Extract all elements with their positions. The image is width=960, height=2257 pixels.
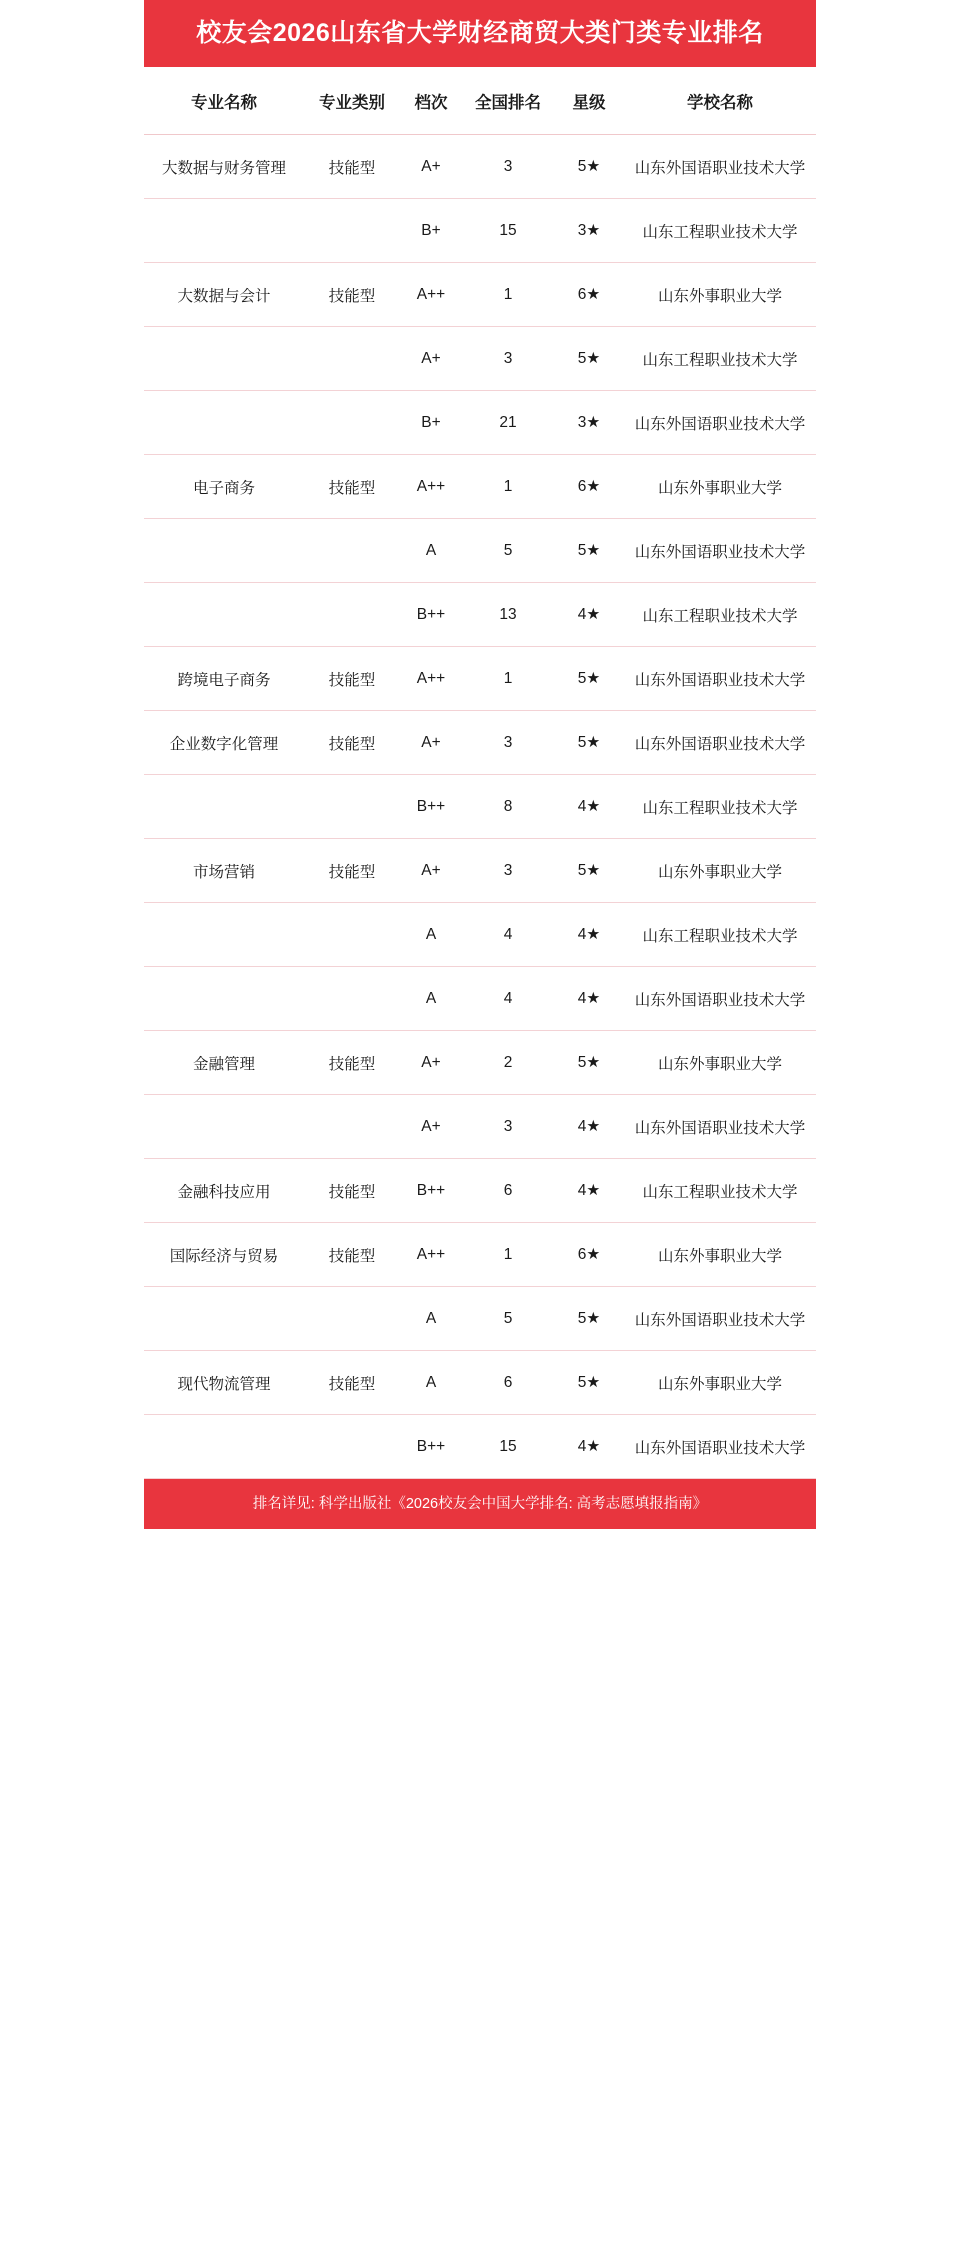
cell-national-rank: 6 [462,1158,554,1222]
table-row [144,902,816,966]
cell-national-rank: 3 [462,134,554,198]
column-header-grade: 档次 [400,67,462,135]
cell-type [304,1286,400,1350]
cell-major [144,326,304,390]
cell-national-rank: 5 [462,1286,554,1350]
cell-type: 技能型 [304,1222,400,1286]
cell-type: 技能型 [304,838,400,902]
cell-type: 技能型 [304,646,400,710]
cell-star: 6★ [554,262,624,326]
cell-major [144,774,304,838]
cell-major [144,966,304,1030]
table-body [144,134,816,1478]
table-header-row [144,67,816,135]
column-header-major: 专业名称 [144,67,304,135]
cell-school: 山东外事职业大学 [624,454,816,518]
cell-school: 山东外国语职业技术大学 [624,518,816,582]
cell-grade: B+ [400,198,462,262]
cell-grade: A [400,518,462,582]
cell-star: 5★ [554,1030,624,1094]
cell-grade: A [400,1350,462,1414]
cell-school: 山东外国语职业技术大学 [624,1286,816,1350]
cell-grade: A+ [400,326,462,390]
cell-star: 4★ [554,1158,624,1222]
cell-type [304,326,400,390]
table-row [144,1030,816,1094]
cell-national-rank: 4 [462,902,554,966]
cell-national-rank: 15 [462,198,554,262]
cell-type: 技能型 [304,134,400,198]
cell-grade: A+ [400,1094,462,1158]
ranking-page [144,0,816,1543]
cell-grade: B++ [400,582,462,646]
cell-type [304,518,400,582]
table-row [144,198,816,262]
table-row [144,1222,816,1286]
cell-major: 市场营销 [144,838,304,902]
cell-major: 电子商务 [144,454,304,518]
cell-school: 山东工程职业技术大学 [624,326,816,390]
bottom-spacer [144,1529,816,1543]
cell-major [144,1414,304,1478]
cell-national-rank: 3 [462,838,554,902]
cell-national-rank: 3 [462,710,554,774]
cell-star: 6★ [554,1222,624,1286]
cell-grade: A+ [400,134,462,198]
cell-major [144,902,304,966]
cell-grade: A++ [400,454,462,518]
cell-major: 国际经济与贸易 [144,1222,304,1286]
cell-star: 5★ [554,326,624,390]
table-row [144,454,816,518]
cell-major: 大数据与会计 [144,262,304,326]
cell-star: 5★ [554,518,624,582]
table-row [144,1158,816,1222]
table-row [144,646,816,710]
cell-national-rank: 3 [462,326,554,390]
cell-national-rank: 15 [462,1414,554,1478]
ranking-table [144,67,816,1479]
cell-major [144,582,304,646]
cell-star: 4★ [554,1414,624,1478]
table-row [144,326,816,390]
cell-star: 5★ [554,1350,624,1414]
cell-type [304,1414,400,1478]
cell-star: 4★ [554,774,624,838]
cell-major [144,1094,304,1158]
cell-school: 山东外事职业大学 [624,1350,816,1414]
cell-type [304,390,400,454]
cell-star: 6★ [554,454,624,518]
cell-school: 山东外事职业大学 [624,262,816,326]
cell-school: 山东外国语职业技术大学 [624,1094,816,1158]
cell-type [304,966,400,1030]
table-row [144,1350,816,1414]
cell-major: 跨境电子商务 [144,646,304,710]
cell-star: 4★ [554,582,624,646]
cell-star: 5★ [554,710,624,774]
cell-national-rank: 6 [462,1350,554,1414]
cell-school: 山东外国语职业技术大学 [624,1414,816,1478]
page-title: 校友会2026山东省大学财经商贸大类门类专业排名 [144,0,816,67]
cell-type: 技能型 [304,710,400,774]
cell-major: 金融科技应用 [144,1158,304,1222]
cell-school: 山东外事职业大学 [624,1030,816,1094]
cell-grade: B+ [400,390,462,454]
table-row [144,582,816,646]
cell-grade: A+ [400,838,462,902]
column-header-national-rank: 全国排名 [462,67,554,135]
table-row [144,1414,816,1478]
table-row [144,774,816,838]
cell-star: 5★ [554,646,624,710]
table-row [144,1286,816,1350]
cell-major [144,1286,304,1350]
cell-star: 5★ [554,838,624,902]
table-row [144,1094,816,1158]
cell-major: 金融管理 [144,1030,304,1094]
cell-major: 现代物流管理 [144,1350,304,1414]
cell-major: 企业数字化管理 [144,710,304,774]
cell-national-rank: 1 [462,1222,554,1286]
cell-school: 山东工程职业技术大学 [624,582,816,646]
cell-grade: A++ [400,1222,462,1286]
table-row [144,710,816,774]
table-row [144,518,816,582]
cell-type [304,774,400,838]
cell-school: 山东工程职业技术大学 [624,198,816,262]
cell-type [304,1094,400,1158]
cell-national-rank: 3 [462,1094,554,1158]
cell-national-rank: 1 [462,646,554,710]
cell-star: 5★ [554,1286,624,1350]
cell-grade: B++ [400,1414,462,1478]
cell-type [304,582,400,646]
cell-school: 山东外事职业大学 [624,838,816,902]
cell-star: 3★ [554,198,624,262]
cell-star: 5★ [554,134,624,198]
cell-school: 山东外国语职业技术大学 [624,710,816,774]
cell-star: 4★ [554,902,624,966]
cell-school: 山东外国语职业技术大学 [624,390,816,454]
cell-school: 山东工程职业技术大学 [624,1158,816,1222]
cell-grade: A++ [400,646,462,710]
cell-national-rank: 5 [462,518,554,582]
cell-school: 山东工程职业技术大学 [624,774,816,838]
cell-grade: A [400,902,462,966]
cell-star: 4★ [554,1094,624,1158]
table-row [144,262,816,326]
cell-grade: A++ [400,262,462,326]
cell-grade: A [400,966,462,1030]
cell-school: 山东外事职业大学 [624,1222,816,1286]
cell-national-rank: 4 [462,966,554,1030]
cell-type: 技能型 [304,262,400,326]
cell-school: 山东外国语职业技术大学 [624,966,816,1030]
cell-type: 技能型 [304,1030,400,1094]
cell-type [304,198,400,262]
cell-type: 技能型 [304,1350,400,1414]
cell-major: 大数据与财务管理 [144,134,304,198]
cell-type [304,902,400,966]
cell-national-rank: 21 [462,390,554,454]
cell-national-rank: 2 [462,1030,554,1094]
footer-note: 排名详见: 科学出版社《2026校友会中国大学排名: 高考志愿填报指南》 [144,1479,816,1529]
cell-school: 山东外国语职业技术大学 [624,134,816,198]
table-row [144,838,816,902]
cell-star: 4★ [554,966,624,1030]
cell-school: 山东外国语职业技术大学 [624,646,816,710]
cell-grade: B++ [400,774,462,838]
table-row [144,966,816,1030]
cell-school: 山东工程职业技术大学 [624,902,816,966]
column-header-star: 星级 [554,67,624,135]
column-header-school: 学校名称 [624,67,816,135]
cell-national-rank: 8 [462,774,554,838]
cell-national-rank: 1 [462,454,554,518]
cell-national-rank: 13 [462,582,554,646]
table-header [144,67,816,135]
column-header-type: 专业类别 [304,67,400,135]
cell-grade: A+ [400,710,462,774]
cell-national-rank: 1 [462,262,554,326]
cell-grade: A+ [400,1030,462,1094]
cell-major [144,390,304,454]
cell-type: 技能型 [304,1158,400,1222]
cell-grade: B++ [400,1158,462,1222]
cell-grade: A [400,1286,462,1350]
table-row [144,134,816,198]
table-row [144,390,816,454]
cell-star: 3★ [554,390,624,454]
cell-major [144,518,304,582]
cell-major [144,198,304,262]
cell-type: 技能型 [304,454,400,518]
